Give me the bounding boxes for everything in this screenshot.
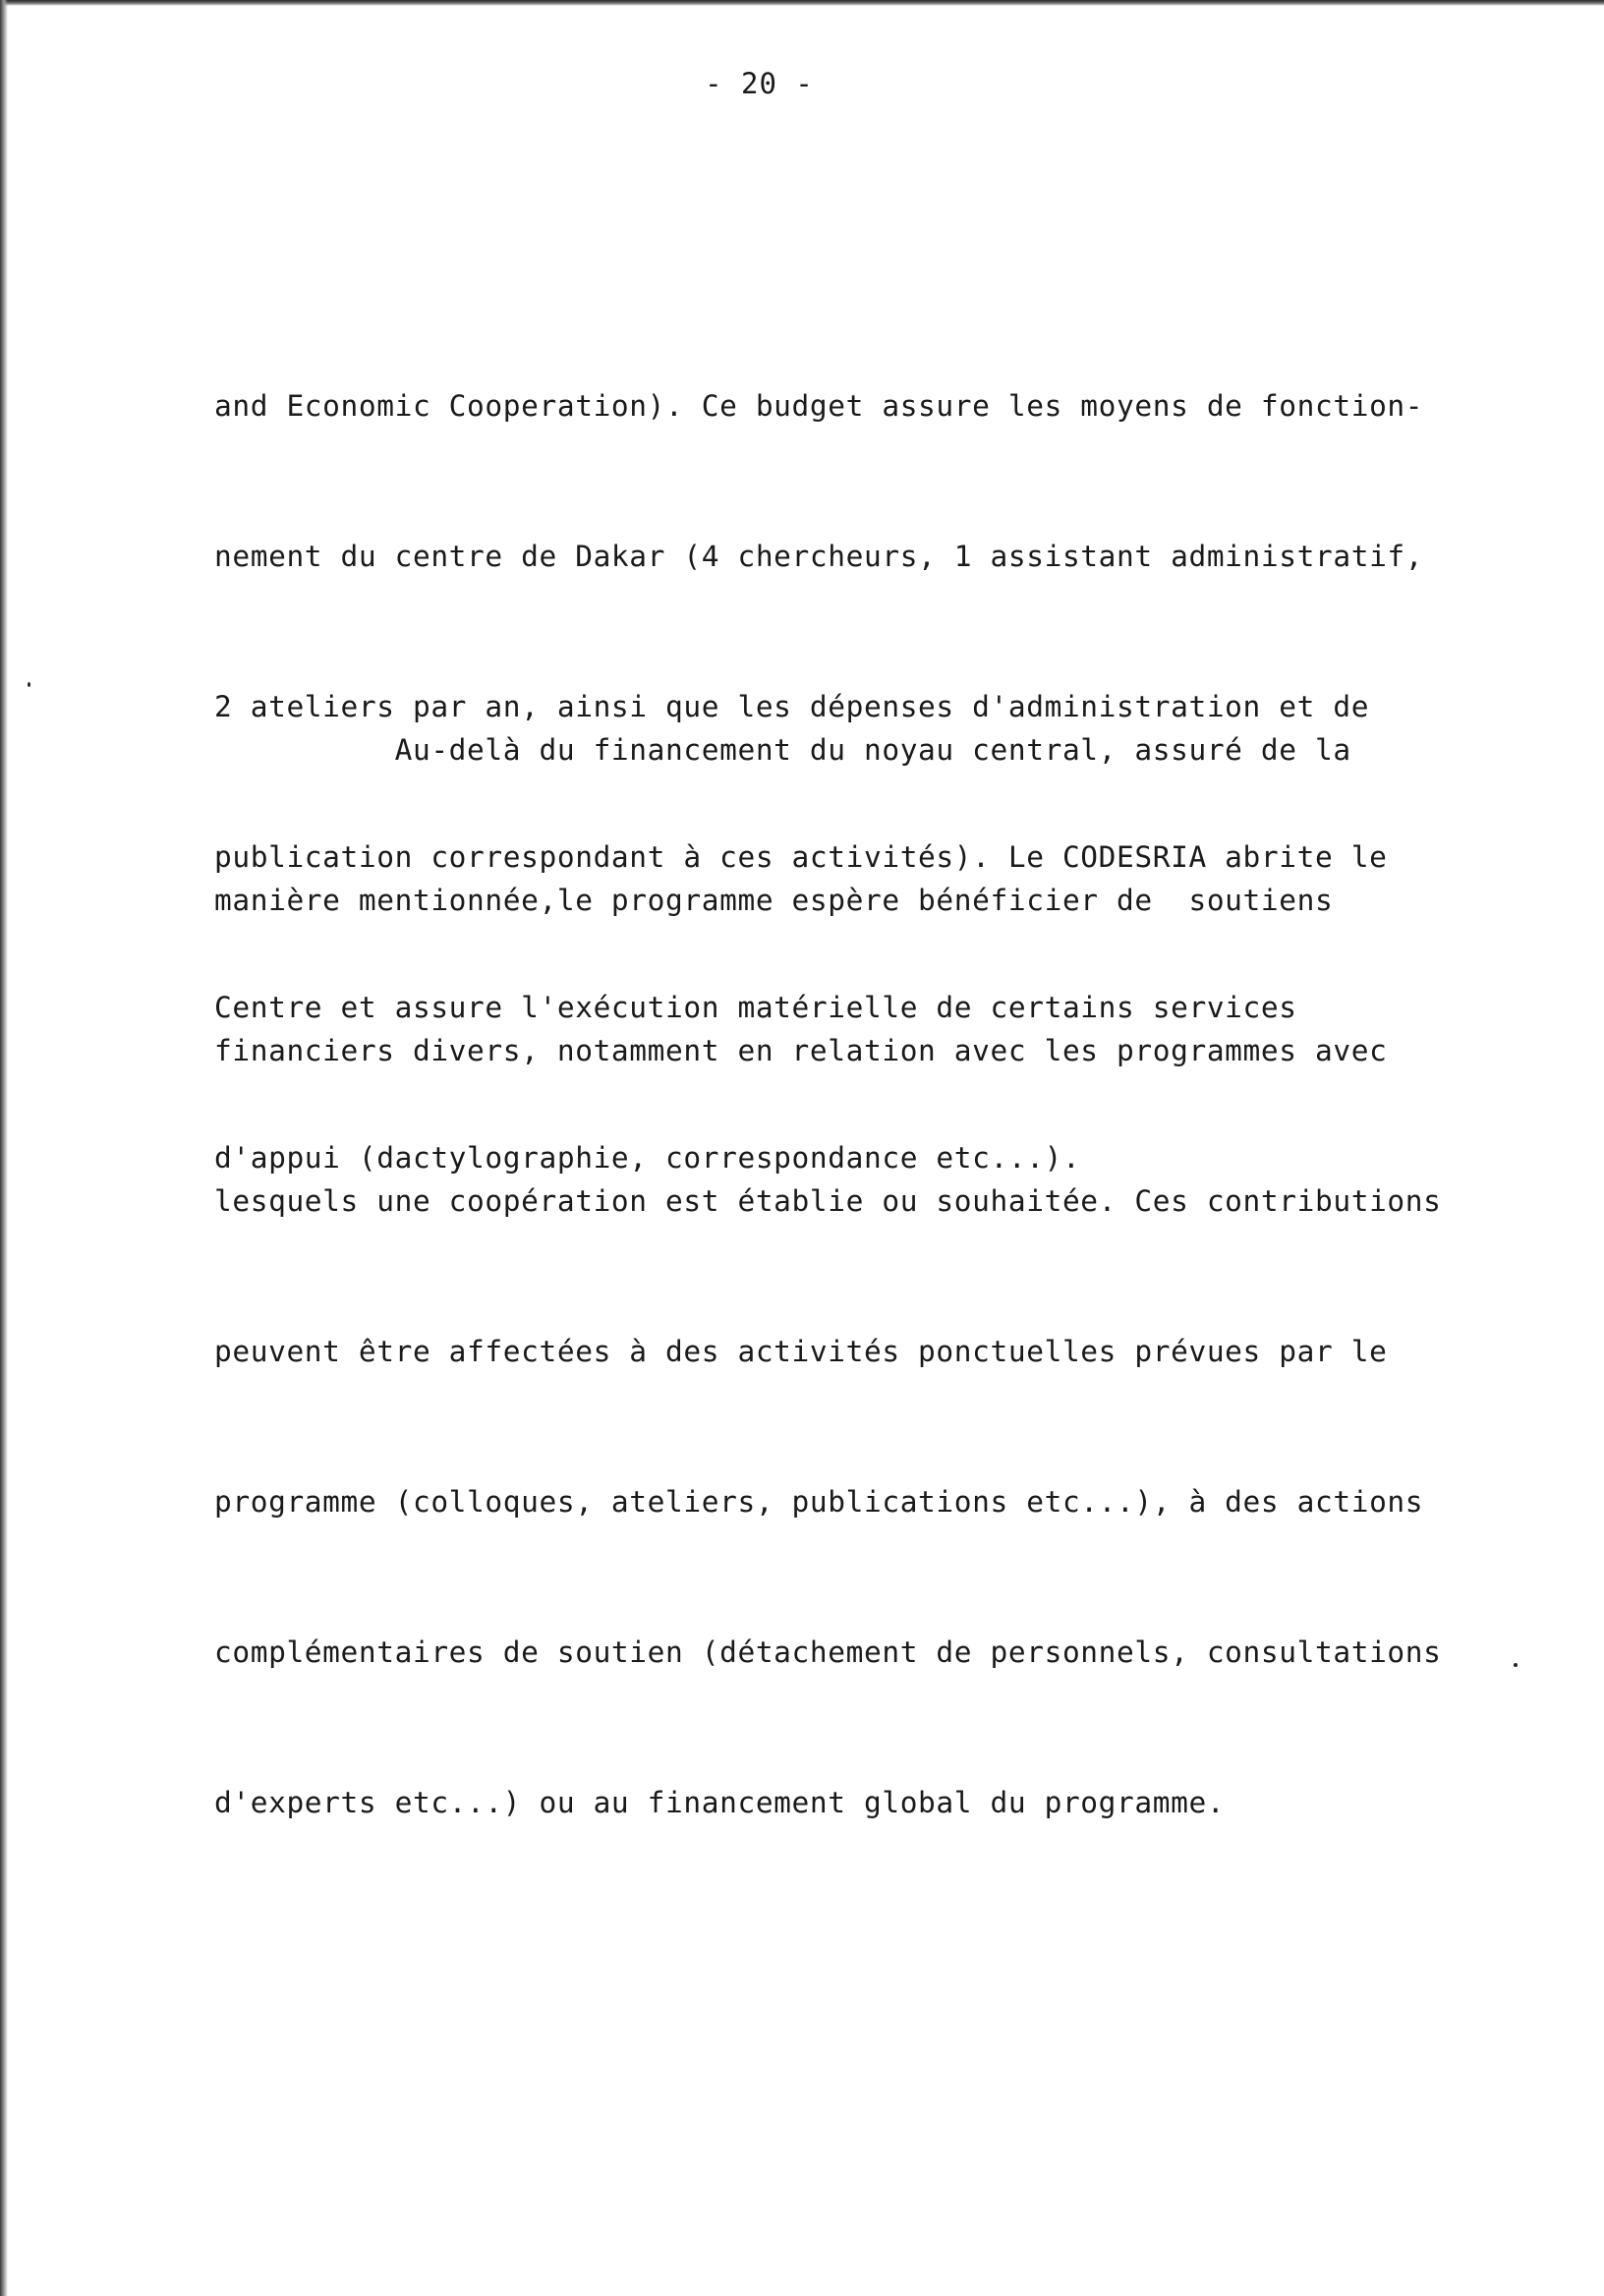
text-line: Au-delà du financement du noyau central, assuré de la (214, 733, 1351, 767)
text-line: lesquels une coopération est établie ou souhaitée. Ces contributions (214, 1184, 1442, 1218)
scan-speck (1514, 1663, 1518, 1667)
text-line: d'appui (dactylographie, correspondance etc...). (214, 1141, 1081, 1175)
text-line: complémentaires de soutien (détachement de personnels, consultations (214, 1636, 1442, 1669)
text-line: Centre et assure l'exécution matérielle de certains services (214, 991, 1297, 1024)
scan-speck (28, 682, 30, 687)
scan-top-edge (0, 0, 1604, 6)
text-line: d'experts etc...) ou au financement global du programme. (214, 1786, 1226, 1819)
text-line: programme (colloques, ateliers, publications etc...), à des actions (214, 1485, 1424, 1519)
scan-left-edge (0, 0, 8, 2296)
text-line: 2 ateliers par an, ainsi que les dépenses d'administration et de (214, 690, 1370, 723)
paragraph-financing (214, 625, 1571, 1928)
text-line: publication correspondant à ces activités). Le CODESRIA abrite le (214, 840, 1388, 874)
text-line: nement du centre de Dakar (4 chercheurs, 1 assistant administratif, (214, 540, 1424, 573)
page-number: - 20 - (705, 67, 814, 100)
text-line: financiers divers, notamment en relation avec les programmes avec (214, 1034, 1388, 1067)
text-line: peuvent être affectées à des activités ponctuelles prévues par le (214, 1335, 1388, 1368)
text-line: and Economic Cooperation). Ce budget assure les moyens de fonction- (214, 389, 1424, 423)
text-line: manière mentionnée,le programme espère bénéficier de soutiens (214, 884, 1334, 917)
